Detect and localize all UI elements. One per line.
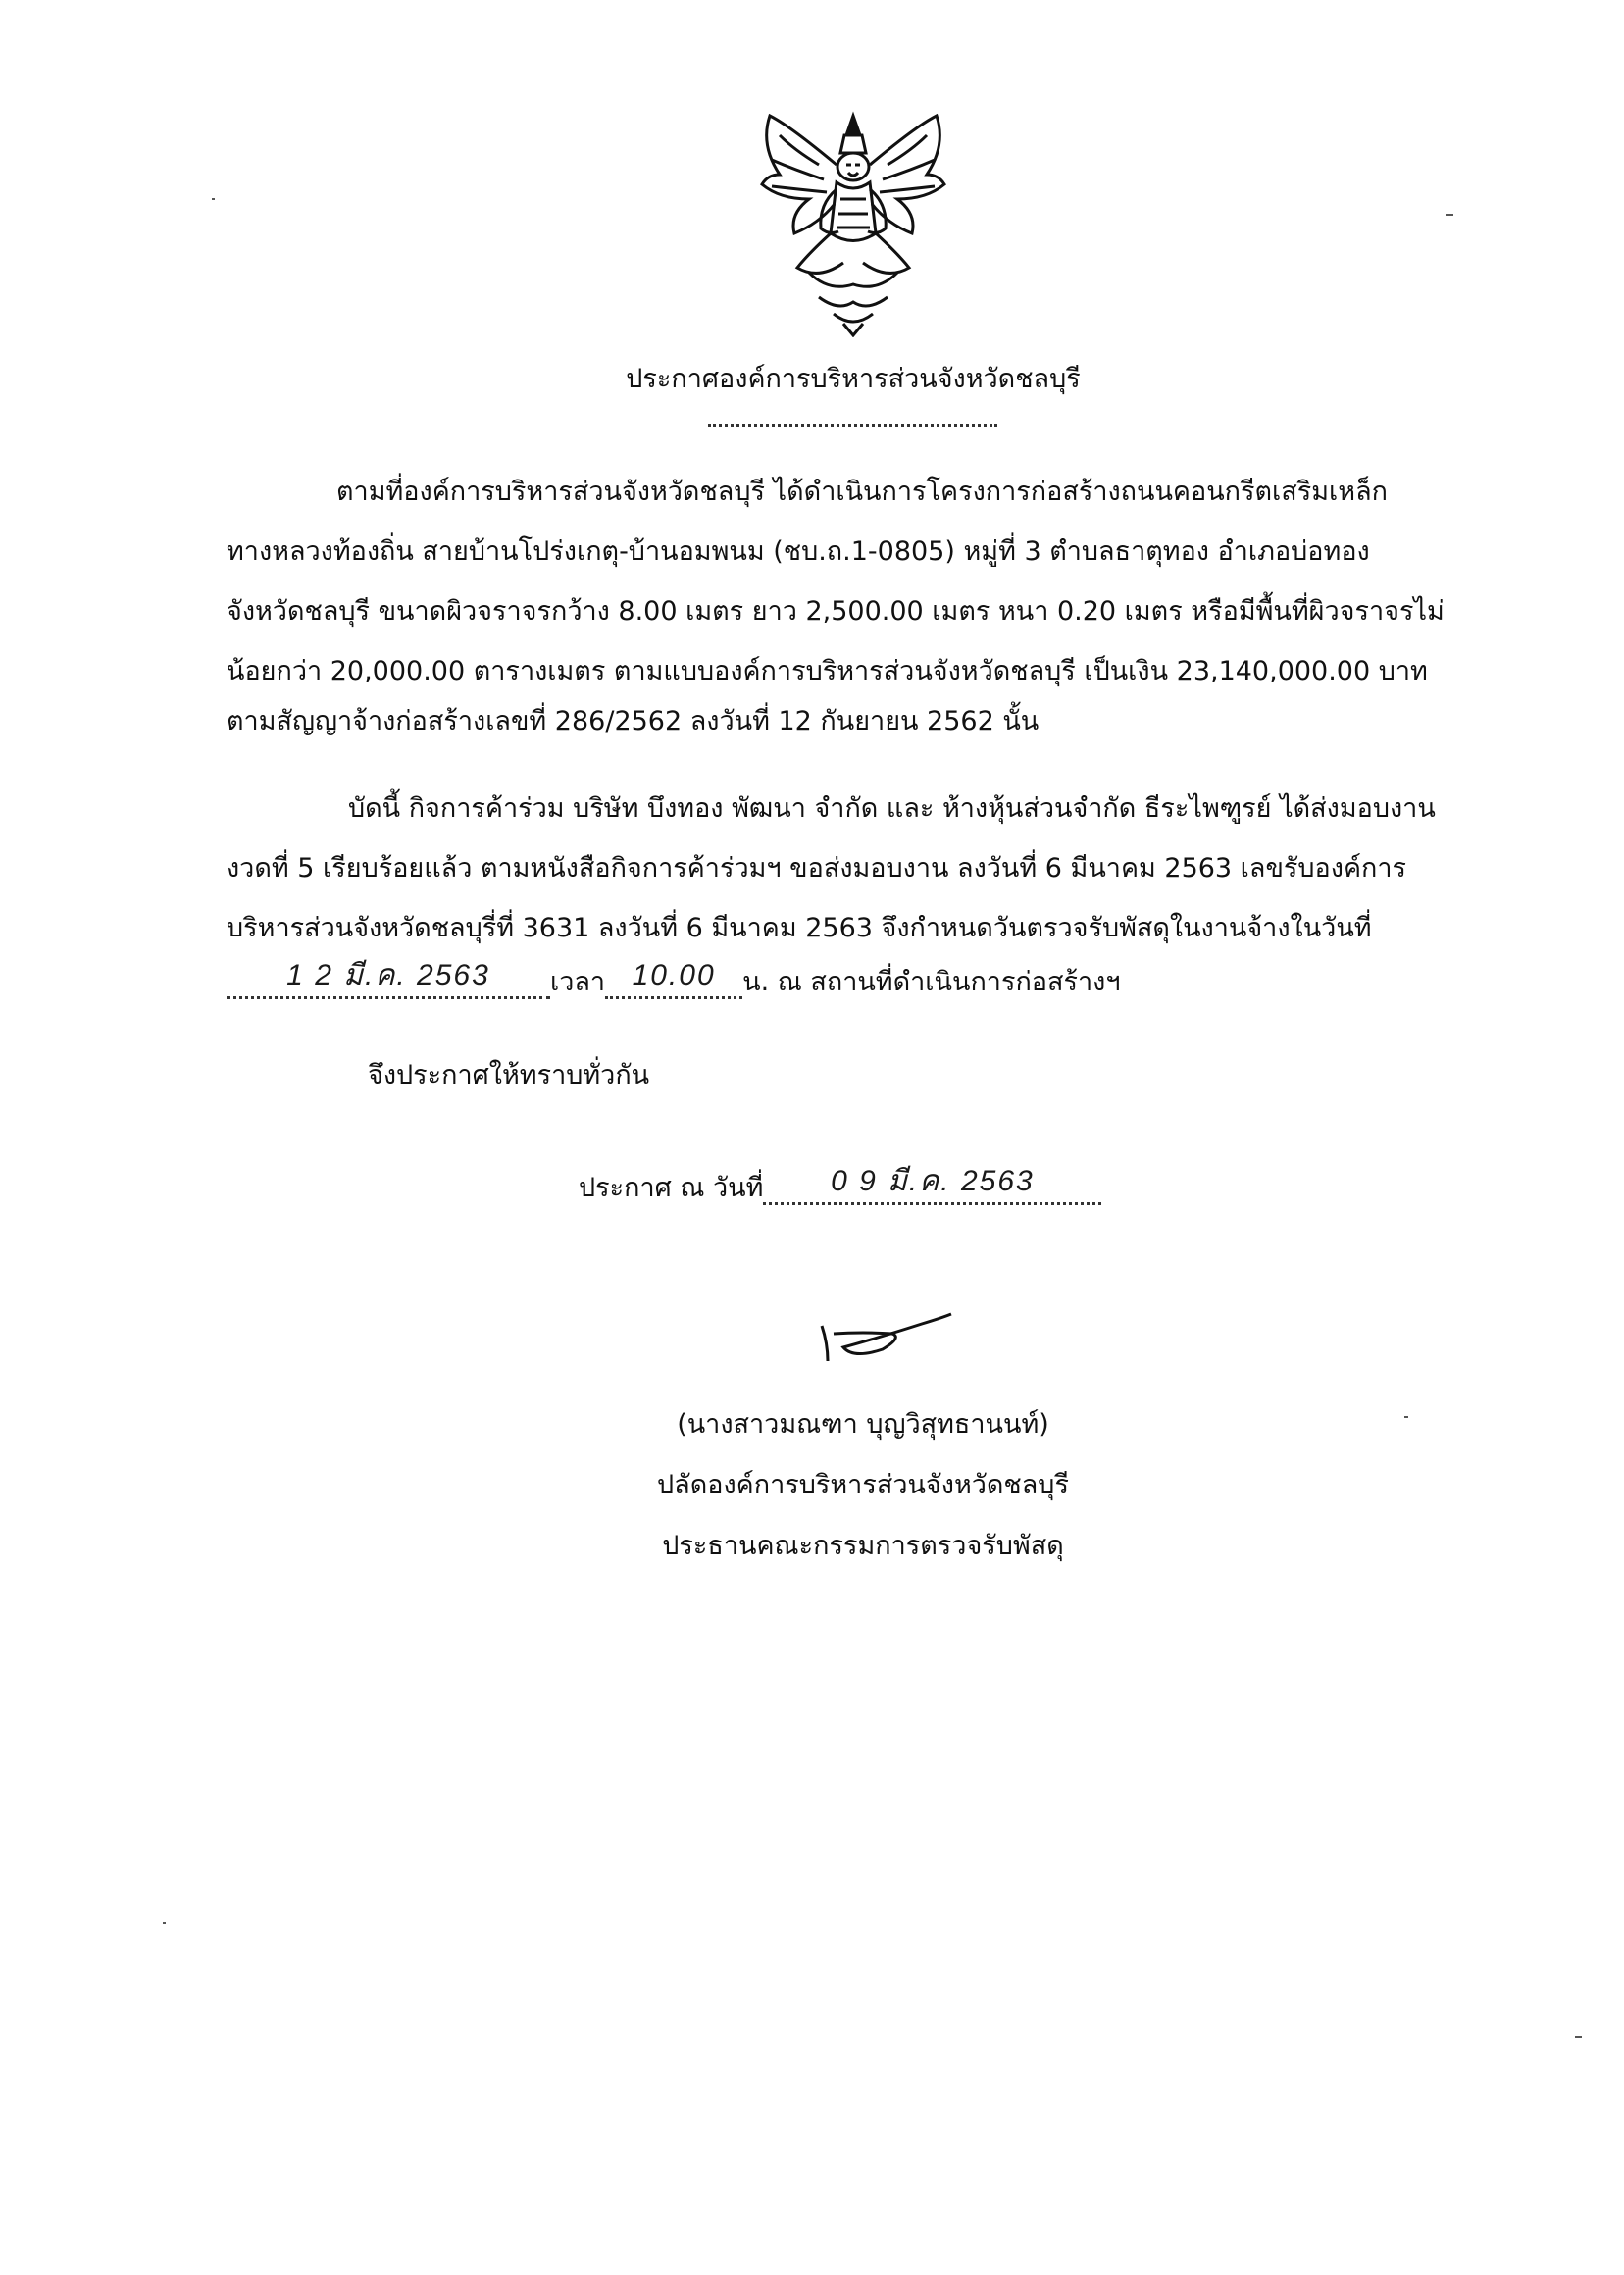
paragraph1-line3: จังหวัดชลบุรี ขนาดผิวจราจรกว้าง 8.00 เมตร ยาว 2,500.00 เมตร หนา 0.20 เมตร หรือมีพื้นที่ผิวจราจรไม่ (227, 596, 1445, 627)
scan-speck (1446, 214, 1453, 216)
paragraph2-line3: บริหารส่วนจังหวัดชลบุรี่ที่ 3631 ลงวันที่ 6 มีนาคม 2563 จึงกำหนดวันตรวจรับพัสดุในงานจ้างในวันที่ (227, 913, 1372, 943)
scan-speck (1404, 1416, 1408, 1418)
garuda-emblem-icon (750, 106, 956, 337)
paragraph1-line1: ตามที่องค์การบริหารส่วนจังหวัดชลบุรี ได้ดำเนินการโครงการก่อสร้างถนนคอนกรีตเสริมเหล็ก (336, 477, 1388, 507)
closing-text: จึงประกาศให้ทราบทั่วกัน (368, 1060, 650, 1090)
inspection-time-handwritten: 10.00 (632, 959, 716, 991)
inspection-time-field (605, 959, 742, 999)
signature-image (814, 1304, 961, 1373)
scan-speck (1575, 2036, 1582, 2038)
announce-date-line (579, 1165, 1101, 1205)
paragraph1-line5: ตามสัญญาจ้างก่อสร้างเลขที่ 286/2562 ลงวันที่ 12 กันยายน 2562 นั้น (227, 706, 1040, 736)
signatory-position: ปลัดองค์การบริหารส่วนจังหวัดชลบุรี (657, 1470, 1069, 1500)
paragraph1-line4: น้อยกว่า 20,000.00 ตารางเมตร ตามแบบองค์การบริหารส่วนจังหวัดชลบุรี เป็นเงิน 23,140,000.00 บาท (227, 656, 1428, 686)
title-divider (708, 424, 997, 427)
paragraph2-line4-tail: น. ณ สถานที่ดำเนินการก่อสร้างฯ (742, 967, 1121, 997)
signatory-committee-role: ประธานคณะกรรมการตรวจรับพัสดุ (662, 1531, 1064, 1561)
inspection-date-handwritten: 1 2 มี.ค. 2563 (286, 959, 490, 991)
paragraph1-line2: ทางหลวงท้องถิ่น สายบ้านโปร่งเกตุ-บ้านอมพนม (ชบ.ถ.1-0805) หมู่ที่ 3 ตำบลธาตุทอง อำเภอบ่อทอง (227, 536, 1370, 567)
inspection-date-field (227, 959, 550, 999)
signatory-name: (นางสาวมณฑา บุญวิสุทธานนท์) (677, 1409, 1049, 1440)
page-title: ประกาศองค์การบริหารส่วนจังหวัดชลบุรี (626, 364, 1081, 394)
paragraph2-line2: งวดที่ 5 เรียบร้อยแล้ว ตามหนังสือกิจการค้าร่วมฯ ขอส่งมอบงาน ลงวันที่ 6 มีนาคม 2563 เลขรับองค์การ (227, 853, 1407, 884)
time-label: เวลา (550, 967, 606, 997)
paragraph2-line1: บัดนี้ กิจการค้าร่วม บริษัท บึงทอง พัฒนา จำกัด และ ห้างหุ้นส่วนจำกัด ธีระไพฑูรย์ ได้ส่งมอบงาน (348, 793, 1436, 824)
scan-speck (212, 198, 215, 200)
paragraph2-line4 (227, 959, 1121, 999)
announce-date-handwritten: 0 9 มี.ค. 2563 (831, 1165, 1035, 1197)
announce-label: ประกาศ ณ วันที่ (579, 1173, 764, 1203)
announce-date-field (763, 1165, 1101, 1205)
scan-speck (163, 1922, 166, 1924)
